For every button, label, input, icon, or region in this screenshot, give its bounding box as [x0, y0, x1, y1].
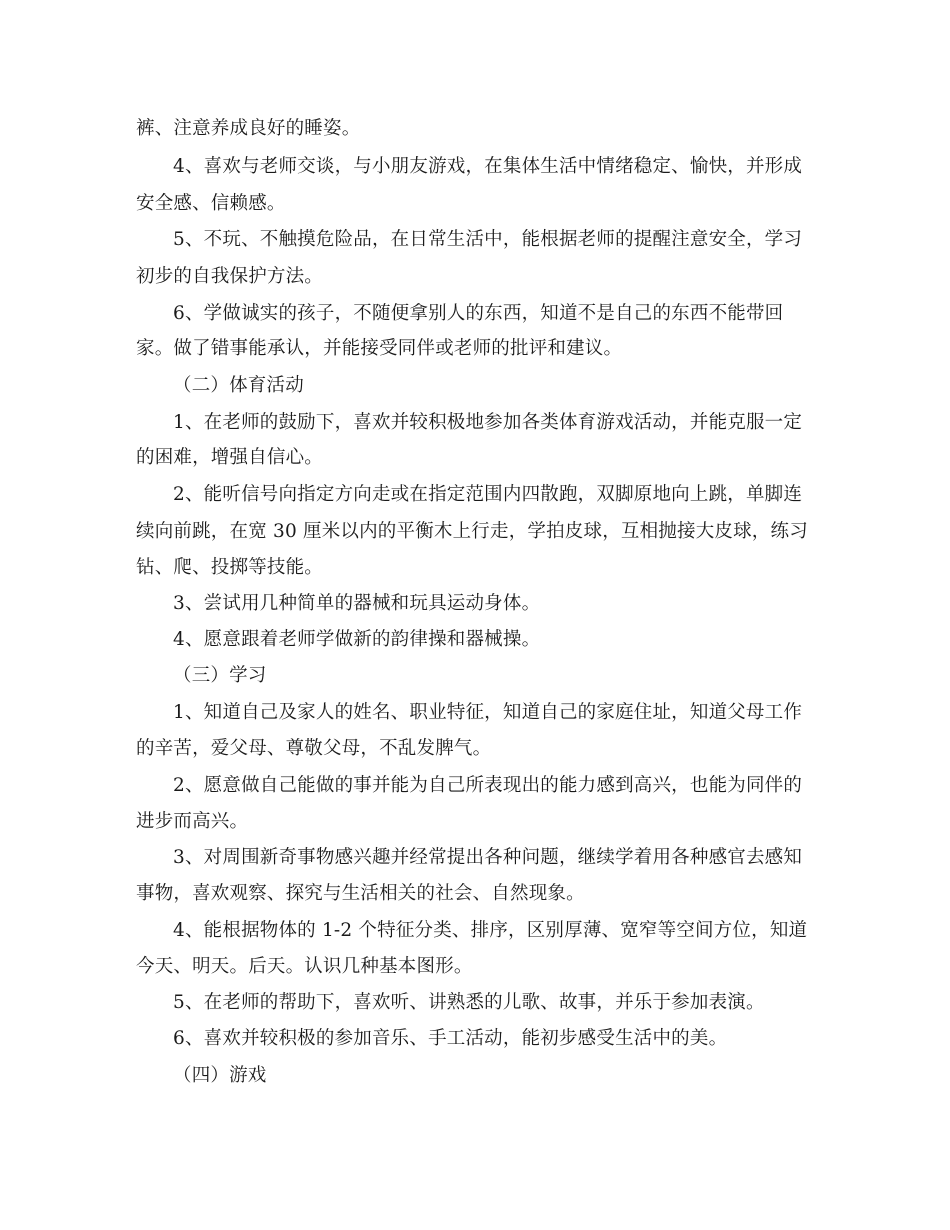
- paragraph-line: 4、能根据物体的 1-2 个特征分类、排序，区别厚薄、宽窄等空间方位，知道: [173, 920, 808, 941]
- paragraph-line: 3、对周围新奇事物感兴趣并经常提出各种问题，继续学着用各种感官去感知: [173, 847, 803, 868]
- paragraph-line: 4、喜欢与老师交谈，与小朋友游戏，在集体生活中情绪稳定、愉快，并形成: [173, 156, 803, 177]
- paragraph-line: 的困难，增强自信心。: [136, 447, 324, 468]
- paragraph-line: 初步的自我保护方法。: [136, 266, 324, 287]
- paragraph-line: 6、喜欢并较积极的参加音乐、手工活动，能初步感受生活中的美。: [173, 1028, 728, 1049]
- paragraph-line: 5、在老师的帮助下，喜欢听、讲熟悉的儿歌、故事，并乐于参加表演。: [173, 992, 765, 1013]
- paragraph-line: 4、愿意跟着老师学做新的韵律操和器械操。: [173, 629, 541, 650]
- section-heading: （二）体育活动: [173, 375, 304, 396]
- paragraph-line: 钻、爬、投掷等技能。: [136, 557, 324, 578]
- paragraph-line: 1、知道自己及家人的姓名、职业特征，知道自己的家庭住址，知道父母工作: [173, 702, 803, 723]
- paragraph-line: 进步而高兴。: [136, 811, 249, 832]
- paragraph-line: 1、在老师的鼓励下，喜欢并较积极地参加各类体育游戏活动，并能克服一定: [173, 412, 803, 433]
- paragraph-line: 5、不玩、不触摸危险品，在日常生活中，能根据老师的提醒注意安全，学习: [173, 229, 803, 250]
- paragraph-line: 家。做了错事能承认，并能接受同伴或老师的批评和建议。: [136, 338, 623, 359]
- paragraph-line: 续向前跳，在宽 30 厘米以内的平衡木上行走，学拍皮球，互相抛接大皮球，练习: [136, 521, 808, 542]
- section-heading: （四）游戏: [173, 1065, 267, 1086]
- paragraph-line: 安全感、信赖感。: [136, 193, 286, 214]
- paragraph-line: 2、能听信号向指定方向走或在指定范围内四散跑，双脚原地向上跳，单脚连: [173, 484, 803, 505]
- paragraph-line: 事物，喜欢观察、探究与生活相关的社会、自然现象。: [136, 883, 585, 904]
- section-heading: （三）学习: [173, 665, 267, 686]
- paragraph-line: 6、学做诚实的孩子，不随便拿别人的东西，知道不是自己的东西不能带回: [173, 303, 784, 324]
- paragraph-line: 今天、明天。后天。认识几种基本图形。: [136, 956, 473, 977]
- paragraph-line: 裤、注意养成良好的睡姿。: [136, 118, 361, 139]
- paragraph-line: 的辛苦，爱父母、尊敬父母，不乱发脾气。: [136, 738, 492, 759]
- paragraph-line: 2、愿意做自己能做的事并能为自己所表现出的能力感到高兴，也能为同伴的: [173, 775, 803, 796]
- paragraph-line: 3、尝试用几种简单的器械和玩具运动身体。: [173, 593, 541, 614]
